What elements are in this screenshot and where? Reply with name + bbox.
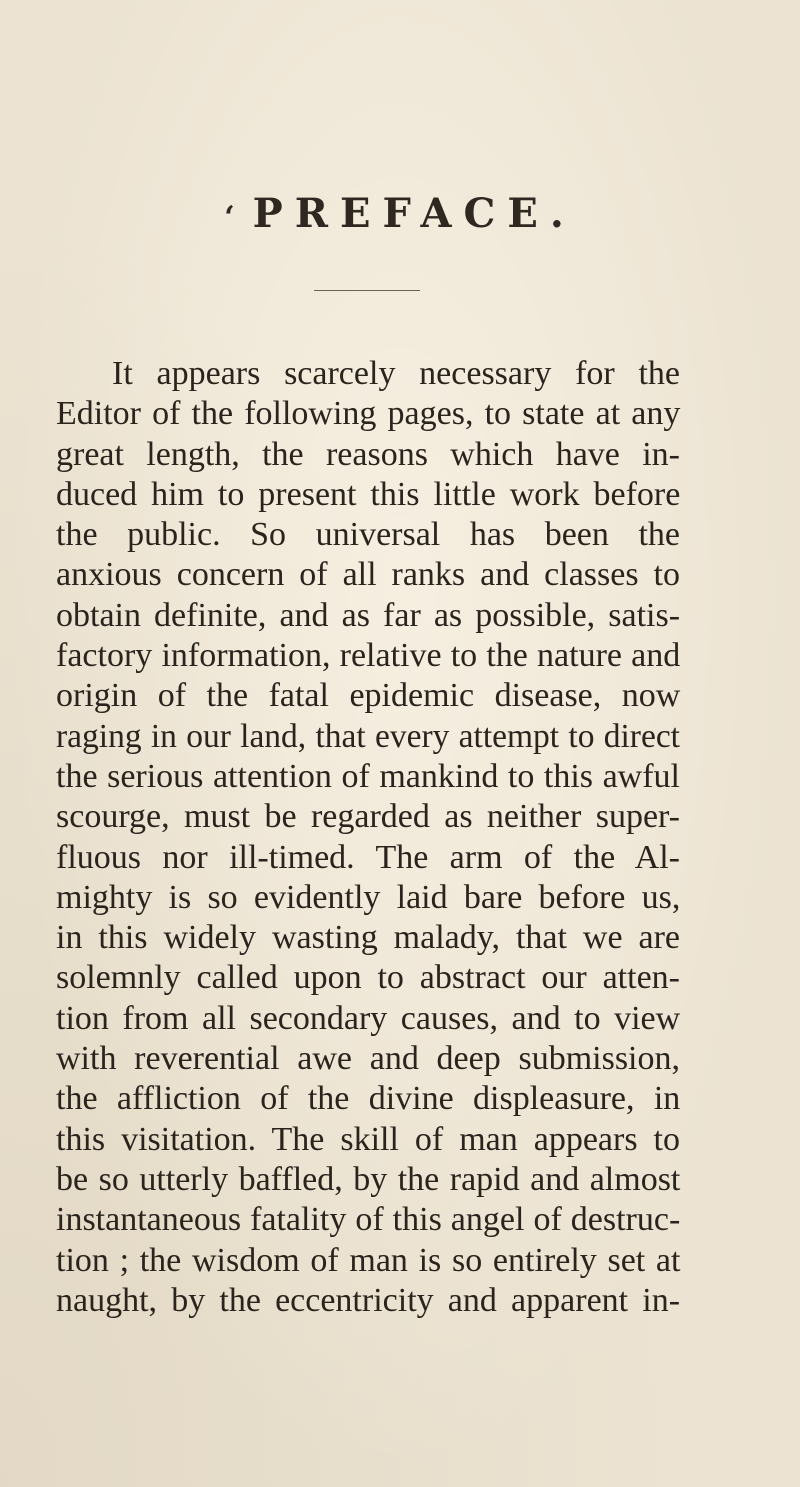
heading-mark: ‘ [224,200,235,235]
text-line: duced him to present this little work before [56,475,681,513]
text-line: mighty is so evidently laid bare before us, [56,878,681,916]
text-line: obtain definite, and as far as possible, satis- [56,596,681,634]
page-heading [0,190,800,237]
text-line: fluous nor ill-timed. The arm of the Al- [56,838,680,876]
text-line: solemnly called upon to abstract our atten- [56,959,680,997]
text-line: tion ; the wisdom of man is so entirely set at [56,1241,681,1279]
preface-paragraph [56,354,680,1321]
text-line: instantaneous fatality of this angel of destruc- [56,1201,681,1239]
heading-title: PREFACE. [252,190,576,237]
text-line: tion from all secondary causes, and to view [56,999,681,1037]
text-line: anxious concern of all ranks and classes to [56,556,680,594]
text-line: with reverential awe and deep submission, [56,1040,680,1078]
text-line: It appears scarcely necessary for the [112,355,680,392]
text-line: the serious attention of mankind to this awful [56,757,680,795]
text-line: factory information, relative to the nature and [56,637,681,675]
text-line: the public. So universal has been the [56,516,680,554]
heading-divider [314,290,420,291]
text-line: be so utterly baffled, by the rapid and almost [56,1160,681,1198]
text-line: raging in our land, that every attempt to direct [56,717,680,755]
text-line: this visitation. The skill of man appears to [56,1120,680,1158]
text-line: Editor of the following pages, to state at any [56,395,681,433]
text-line: scourge, must be regarded as neither super- [56,798,680,836]
text-line: the affliction of the divine displeasure, in [56,1080,681,1118]
text-line: great length, the reasons which have in- [56,435,680,473]
text-line: in this widely wasting malady, that we are [56,919,680,957]
text-line: naught, by the eccentricity and apparent in- [56,1281,681,1319]
text-line: origin of the fatal epidemic disease, now [56,677,681,715]
